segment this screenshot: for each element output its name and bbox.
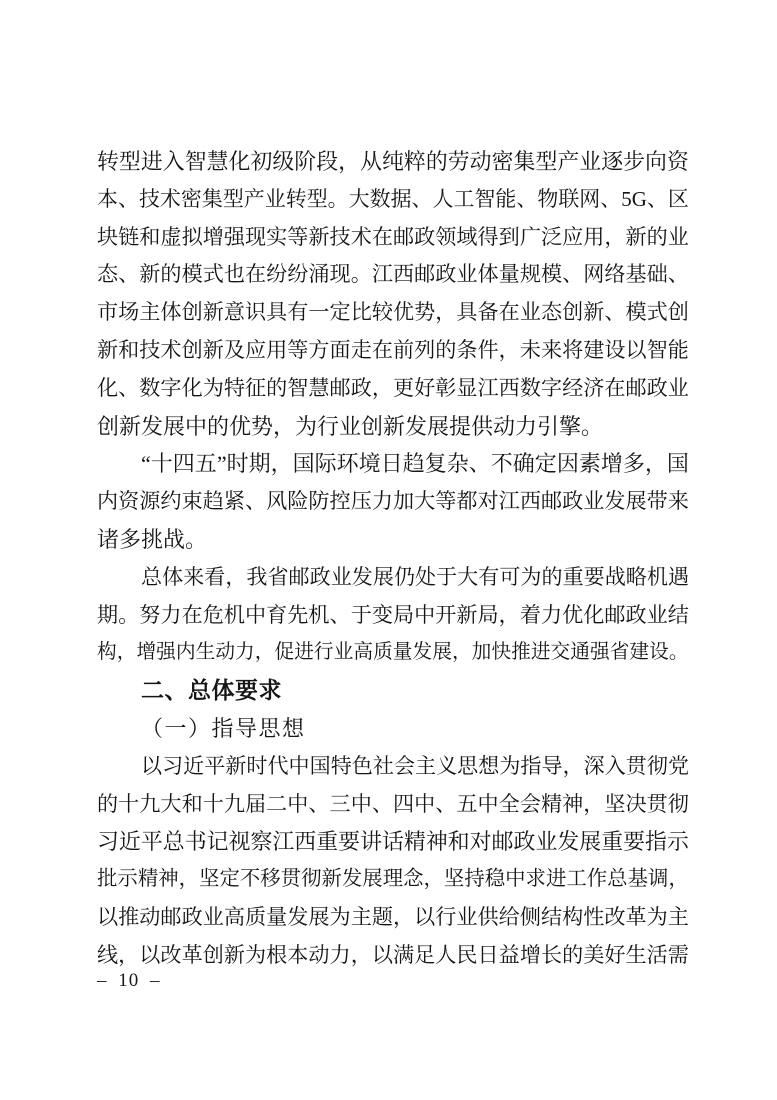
page-number: – 10 – <box>97 970 161 991</box>
document-body <box>97 143 689 975</box>
body-line: 期 。 努 力 在 危 机 中 育 先 机 、 于 变 局 中 开 新 局 ， 着 力 优 化 邮 政 业 结 <box>97 602 689 627</box>
body-line: 态 、 新 的 模 式 也 在 纷 纷 涌 现 。 江 西 邮 政 业 体 量 规 模 、 网 络 基 础 、 <box>97 262 689 287</box>
body-line: 总 体 来 看 ， 我 省 邮 政 业 发 展 仍 处 于 大 有 可 为 的 重 要 战 略 机 遇 <box>141 564 689 589</box>
subsection-heading: （一）指导思想 <box>141 715 306 741</box>
body-line: 转 型 进 入 智 慧 化 初 级 阶 段 ， 从 纯 粹 的 劳 动 密 集 型 产 业 逐 步 向 资 <box>97 149 689 174</box>
body-line: 本 、 技 术 密 集 型 产 业 转 型 。 大 数 据 、 人 工 智 能 、 物 联 网 、 5 G 、 区 <box>97 186 689 211</box>
body-line: 的 十 九 大 和 十 九 届 二 中 、 三 中 、 四 中 、 五 中 全 会 精 神 ， 坚 决 贯 彻 <box>97 791 689 816</box>
body-line: 线 ， 以 改 革 创 新 为 根 本 动 力 ， 以 满 足 人 民 日 益 增 长 的 美 好 生 活 需 <box>97 942 689 967</box>
body-line: 内 资 源 约 束 趋 紧 、 风 险 防 控 压 力 加 大 等 都 对 江 西 邮 政 业 发 展 带 来 <box>97 489 689 514</box>
body-line: 以 推 动 邮 政 业 高 质 量 发 展 为 主 题 ， 以 行 业 供 给 侧 结 构 性 改 革 为 主 <box>97 904 689 929</box>
body-line: “ 十 四 五 ” 时 期 ， 国 际 环 境 日 趋 复 杂 、 不 确 定 因 素 增 多 ， 国 <box>141 451 689 477</box>
section-heading: 二、总体要求 <box>141 677 282 704</box>
body-line: 创新发展中的优势，为行业创新发展提供动力引擎。 <box>97 413 604 439</box>
body-line: 块 链 和 虚 拟 增 强 现 实 等 新 技 术 在 邮 政 领 域 得 到 广 泛 应 用 ， 新 的 业 <box>97 224 689 249</box>
body-line: 习 近 平 总 书 记 视 察 江 西 重 要 讲 话 精 神 和 对 邮 政 业 发 展 重 要 指 示 <box>97 829 689 855</box>
body-line: 化 、 数 字 化 为 特 征 的 智 慧 邮 政 ， 更 好 彰 显 江 西 数 字 经 济 在 邮 政 业 <box>97 375 689 400</box>
body-line: 批 示 精 神 ， 坚 定 不 移 贯 彻 新 发 展 理 念 ， 坚 持 稳 中 求 进 工 作 总 基 调 ， <box>97 868 689 891</box>
body-line: 市 场 主 体 创 新 意 识 具 有 一 定 比 较 优 势 ， 具 备 在 业 态 创 新 、 模 式 创 <box>97 300 689 325</box>
body-line: 以 习 近 平 新 时 代 中 国 特 色 社 会 主 义 思 想 为 指 导 ， 深 入 贯 彻 党 <box>141 753 689 778</box>
body-line: 诸多挑战。 <box>97 526 208 552</box>
body-line: 构 ， 增 强 内 生 动 力 ， 促 进 行 业 高 质 量 发 展 ， 加 快 推 进 交 通 强 省 建 设 。 <box>97 641 689 664</box>
body-line: 新 和 技 术 创 新 及 应 用 等 方 面 走 在 前 列 的 条 件 ， 未 来 将 建 设 以 智 能 <box>97 337 689 362</box>
